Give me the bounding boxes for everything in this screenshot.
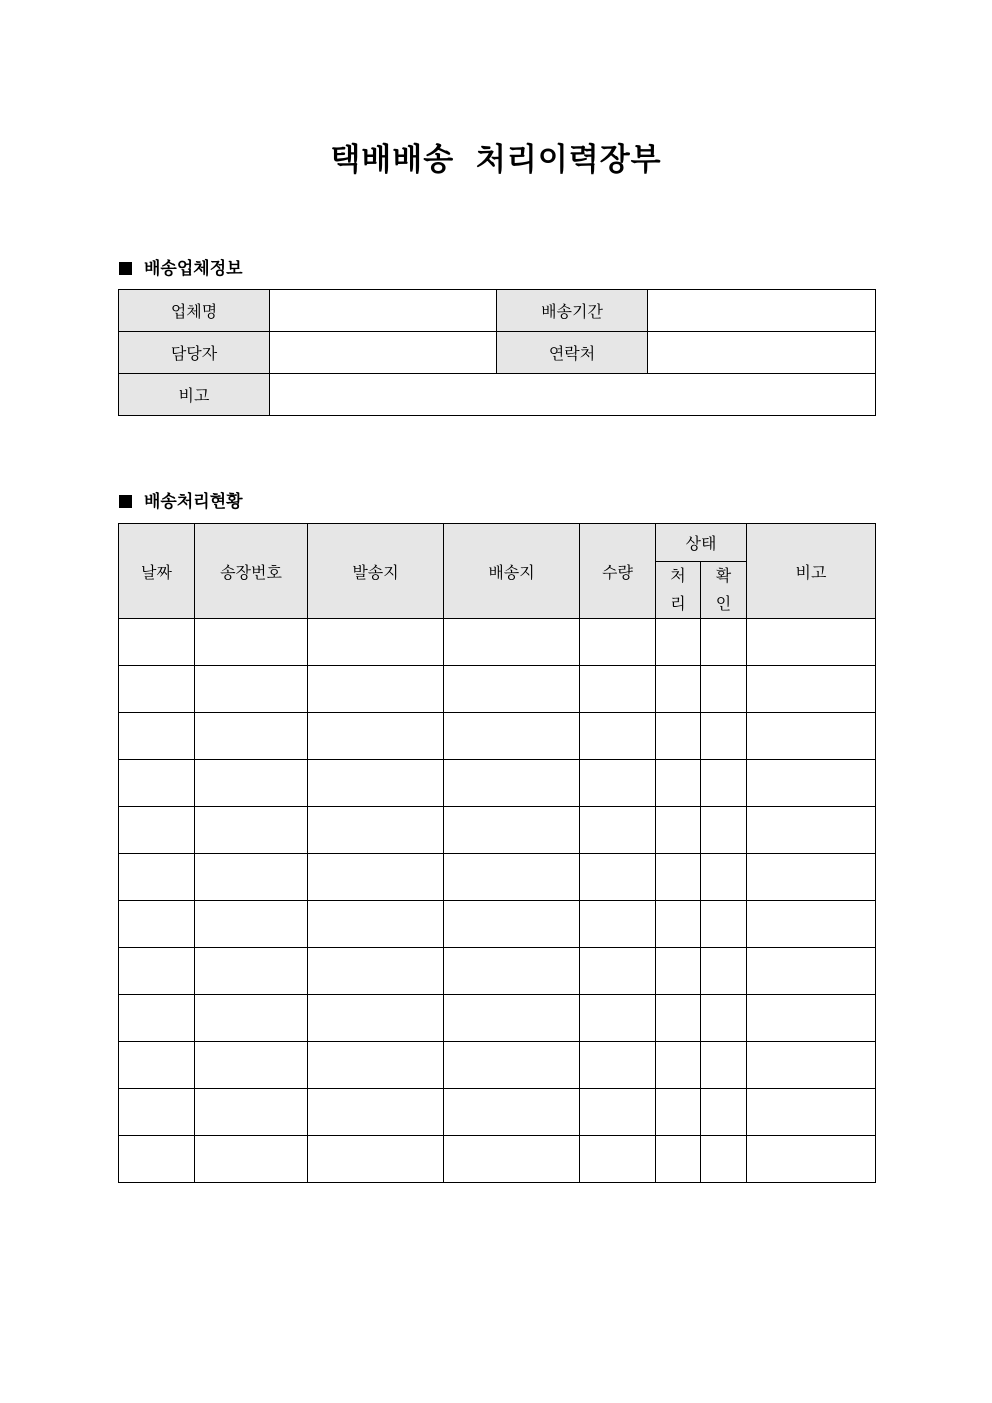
col-header-quantity: 수량 [580, 524, 656, 619]
cell-note[interactable] [747, 948, 876, 995]
table-row [119, 948, 876, 995]
table-row [119, 807, 876, 854]
cell-quantity[interactable] [580, 854, 656, 901]
cell-processed[interactable] [656, 1042, 701, 1089]
cell-origin[interactable] [308, 1089, 444, 1136]
company-name-field[interactable] [270, 290, 497, 332]
cell-destination[interactable] [444, 713, 580, 760]
cell-quantity[interactable] [580, 713, 656, 760]
cell-note[interactable] [747, 1042, 876, 1089]
cell-quantity[interactable] [580, 1136, 656, 1183]
cell-confirmed[interactable] [701, 713, 747, 760]
table-row [119, 666, 876, 713]
cell-date[interactable] [119, 713, 195, 760]
cell-note[interactable] [747, 619, 876, 666]
cell-processed[interactable] [656, 666, 701, 713]
cell-processed[interactable] [656, 807, 701, 854]
table-row [119, 1042, 876, 1089]
shipping-company-info-table [118, 289, 876, 416]
cell-confirmed[interactable] [701, 807, 747, 854]
col-header-date: 날짜 [119, 524, 195, 619]
note-label: 비고 [119, 374, 270, 416]
delivery-records-table [118, 523, 876, 1183]
cell-processed[interactable] [656, 948, 701, 995]
note-field[interactable] [270, 374, 876, 416]
col-header-destination: 배송지 [444, 524, 580, 619]
cell-confirmed[interactable] [701, 901, 747, 948]
cell-origin[interactable] [308, 666, 444, 713]
cell-confirmed[interactable] [701, 1136, 747, 1183]
col-header-origin: 발송지 [308, 524, 444, 619]
cell-processed[interactable] [656, 713, 701, 760]
col-header-invoice: 송장번호 [195, 524, 308, 619]
cell-confirmed[interactable] [701, 619, 747, 666]
col-header-processed-line2: 리 [670, 594, 686, 613]
table-row [119, 995, 876, 1042]
col-header-processed-line1: 처 [670, 566, 686, 585]
contact-field[interactable] [648, 332, 876, 374]
cell-invoice[interactable] [195, 1089, 308, 1136]
cell-date[interactable] [119, 1136, 195, 1183]
records-section-heading [119, 487, 243, 512]
cell-date[interactable] [119, 1042, 195, 1089]
info-section-heading-text: 배송업체정보 [144, 259, 243, 279]
page-title: 택배배송 처리이력장부 [330, 142, 662, 178]
company-name-label: 업체명 [119, 290, 270, 332]
cell-confirmed[interactable] [701, 854, 747, 901]
cell-destination[interactable] [444, 1136, 580, 1183]
cell-note[interactable] [747, 807, 876, 854]
cell-confirmed[interactable] [701, 760, 747, 807]
square-bullet-icon [119, 262, 132, 275]
cell-invoice[interactable] [195, 760, 308, 807]
cell-origin[interactable] [308, 901, 444, 948]
cell-confirmed[interactable] [701, 666, 747, 713]
cell-invoice[interactable] [195, 948, 308, 995]
cell-invoice[interactable] [195, 666, 308, 713]
cell-invoice[interactable] [195, 807, 308, 854]
cell-note[interactable] [747, 854, 876, 901]
cell-invoice[interactable] [195, 1136, 308, 1183]
manager-field[interactable] [270, 332, 497, 374]
cell-note[interactable] [747, 1089, 876, 1136]
cell-origin[interactable] [308, 854, 444, 901]
cell-destination[interactable] [444, 760, 580, 807]
cell-destination[interactable] [444, 1042, 580, 1089]
table-row [119, 760, 876, 807]
cell-origin[interactable] [308, 619, 444, 666]
info-section-heading [119, 254, 243, 279]
cell-date[interactable] [119, 948, 195, 995]
cell-quantity[interactable] [580, 1042, 656, 1089]
cell-origin[interactable] [308, 1042, 444, 1089]
cell-note[interactable] [747, 713, 876, 760]
cell-note[interactable] [747, 995, 876, 1042]
records-section-heading-text: 배송처리현황 [144, 492, 243, 512]
cell-destination[interactable] [444, 666, 580, 713]
cell-destination[interactable] [444, 619, 580, 666]
table-row [119, 854, 876, 901]
cell-processed[interactable] [656, 760, 701, 807]
table-row [119, 713, 876, 760]
cell-processed[interactable] [656, 854, 701, 901]
cell-processed[interactable] [656, 901, 701, 948]
cell-date[interactable] [119, 1089, 195, 1136]
cell-origin[interactable] [308, 948, 444, 995]
cell-origin[interactable] [308, 760, 444, 807]
cell-quantity[interactable] [580, 901, 656, 948]
cell-confirmed[interactable] [701, 1089, 747, 1136]
cell-note[interactable] [747, 666, 876, 713]
cell-processed[interactable] [656, 619, 701, 666]
col-header-confirmed [701, 562, 747, 619]
cell-destination[interactable] [444, 901, 580, 948]
col-header-status: 상태 [656, 524, 747, 562]
cell-date[interactable] [119, 854, 195, 901]
cell-invoice[interactable] [195, 995, 308, 1042]
col-header-processed [656, 562, 701, 619]
cell-note[interactable] [747, 901, 876, 948]
cell-invoice[interactable] [195, 854, 308, 901]
contact-label: 연락처 [497, 332, 648, 374]
cell-destination[interactable] [444, 948, 580, 995]
cell-date[interactable] [119, 619, 195, 666]
table-row [119, 619, 876, 666]
cell-date[interactable] [119, 807, 195, 854]
cell-quantity[interactable] [580, 995, 656, 1042]
cell-processed[interactable] [656, 995, 701, 1042]
cell-processed[interactable] [656, 1136, 701, 1183]
table-row [119, 1136, 876, 1183]
table-row [119, 901, 876, 948]
cell-origin[interactable] [308, 1136, 444, 1183]
cell-quantity[interactable] [580, 948, 656, 995]
cell-origin[interactable] [308, 713, 444, 760]
cell-destination[interactable] [444, 995, 580, 1042]
cell-date[interactable] [119, 666, 195, 713]
cell-invoice[interactable] [195, 1042, 308, 1089]
delivery-period-label: 배송기간 [497, 290, 648, 332]
col-header-confirmed-line1: 확 [715, 566, 732, 585]
cell-destination[interactable] [444, 854, 580, 901]
cell-invoice[interactable] [195, 901, 308, 948]
col-header-note: 비고 [747, 524, 876, 619]
cell-processed[interactable] [656, 1089, 701, 1136]
cell-invoice[interactable] [195, 713, 308, 760]
cell-date[interactable] [119, 995, 195, 1042]
cell-origin[interactable] [308, 995, 444, 1042]
cell-quantity[interactable] [580, 807, 656, 854]
cell-note[interactable] [747, 1136, 876, 1183]
delivery-period-field[interactable] [648, 290, 876, 332]
cell-confirmed[interactable] [701, 1042, 747, 1089]
cell-date[interactable] [119, 760, 195, 807]
square-bullet-icon [119, 495, 132, 508]
cell-invoice[interactable] [195, 619, 308, 666]
cell-quantity[interactable] [580, 1089, 656, 1136]
cell-confirmed[interactable] [701, 995, 747, 1042]
cell-quantity[interactable] [580, 666, 656, 713]
table-row [119, 1089, 876, 1136]
col-header-confirmed-line2: 인 [715, 594, 732, 613]
cell-date[interactable] [119, 901, 195, 948]
cell-quantity[interactable] [580, 760, 656, 807]
cell-destination[interactable] [444, 807, 580, 854]
cell-quantity[interactable] [580, 619, 656, 666]
cell-confirmed[interactable] [701, 948, 747, 995]
manager-label: 담당자 [119, 332, 270, 374]
cell-destination[interactable] [444, 1089, 580, 1136]
cell-origin[interactable] [308, 807, 444, 854]
cell-note[interactable] [747, 760, 876, 807]
